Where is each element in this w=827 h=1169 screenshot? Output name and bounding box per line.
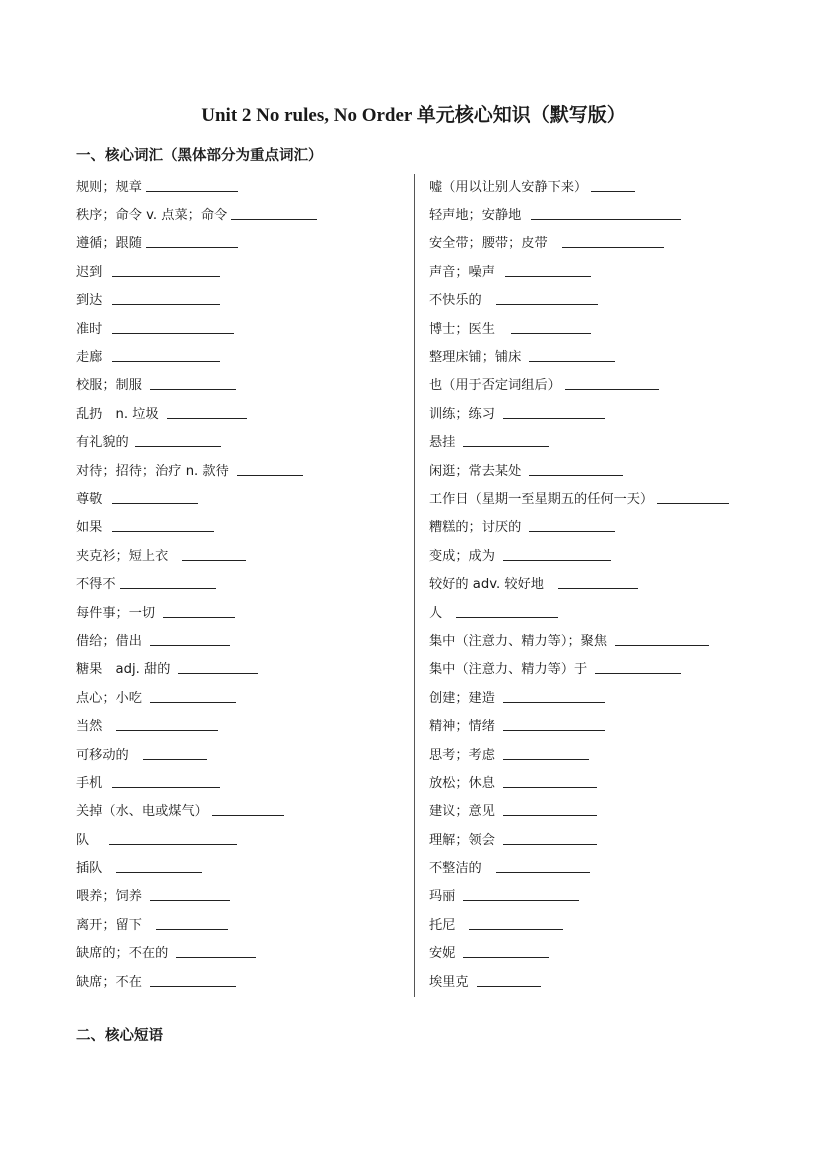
page-title: Unit 2 No rules, No Order 单元核心知识（默写版） [201,105,626,126]
answer-blank[interactable] [178,661,258,674]
vocab-item [76,625,406,653]
vocab-label: 安全带；腰带；皮带 [429,236,548,252]
vocab-item [429,540,769,568]
vocab-item [76,483,406,511]
vocab-item [429,427,769,455]
vocab-label: 闲逛；常去某处 [429,463,522,479]
answer-blank[interactable] [595,661,681,674]
vocab-label: 较好的 adv. 较好地 [429,577,544,593]
vocab-item [76,370,406,398]
answer-blank[interactable] [503,718,605,731]
answer-blank[interactable] [558,576,638,589]
vocab-item [76,710,406,738]
vocab-label: 托尼 [429,917,456,933]
answer-blank[interactable] [143,747,207,760]
vocab-label: 轻声地；安静地 [429,208,522,224]
vocab-label: 插队 [76,861,103,877]
vocab-item [429,710,769,738]
vocab-item [76,852,406,880]
vocab-label: 可移动的 [76,747,129,763]
vocab-item [429,313,769,341]
answer-blank[interactable] [112,264,220,277]
vocab-label: 整理床铺；铺床 [429,350,522,366]
answer-blank[interactable] [146,179,238,192]
vocab-label: 如果 [76,520,103,536]
vocab-label: 博士；医生 [429,321,495,337]
answer-blank[interactable] [463,888,579,901]
vocab-label: 训练；练习 [429,406,495,422]
answer-blank[interactable] [163,605,235,618]
answer-blank[interactable] [591,179,635,192]
vocab-item [76,256,406,284]
vocab-label: 尊敬 [76,491,103,507]
vocab-label: 玛丽 [429,889,456,905]
vocab-item [429,370,769,398]
vocab-label: 人 [429,605,443,621]
vocab-label: 队 [76,832,90,848]
answer-blank[interactable] [116,718,218,731]
vocab-item [429,455,769,483]
vocab-item [76,285,406,313]
vocab-label: 理解；领会 [429,832,495,848]
answer-blank[interactable] [116,860,202,873]
vocab-item [76,654,406,682]
vocab-label: 手机 [76,775,103,791]
vocab-label: 缺席；不在 [76,974,142,990]
vocab-label: 喂养；饲养 [76,889,142,905]
vocab-item [76,540,406,568]
answer-blank[interactable] [212,803,284,816]
vocab-label: 声音；噪声 [429,264,495,280]
vocab-item [76,597,406,625]
vocab-label: 悬挂 [429,435,456,451]
answer-blank[interactable] [511,321,591,334]
answer-blank[interactable] [150,633,230,646]
vocab-label: 精神；情绪 [429,719,495,735]
answer-blank[interactable] [150,888,230,901]
vocab-label: 到达 [76,293,103,309]
answer-blank[interactable] [503,747,589,760]
vocab-item [429,512,769,540]
vocab-item [429,682,769,710]
vocab-label: 集中（注意力、精力等）于 [429,662,588,678]
vocab-item [429,285,769,313]
vocab-item [429,654,769,682]
answer-blank[interactable] [135,434,221,447]
vocab-item [76,938,406,966]
vocab-item [76,682,406,710]
answer-blank[interactable] [503,775,597,788]
answer-blank[interactable] [503,406,605,419]
vocab-item [76,881,406,909]
vocab-item [429,199,769,227]
vocab-label: 安妮 [429,946,456,962]
vocab-label: 遵循；跟随 [76,236,142,252]
vocab-item [429,938,769,966]
answer-blank[interactable] [112,519,214,532]
vocab-item [76,824,406,852]
answer-blank[interactable] [150,377,236,390]
answer-blank[interactable] [167,406,247,419]
vocab-item [76,199,406,227]
vocab-label: 缺席的；不在的 [76,946,169,962]
vocab-item [76,398,406,426]
vocab-item [429,568,769,596]
answer-blank[interactable] [112,775,220,788]
answer-blank[interactable] [503,690,605,703]
answer-blank[interactable] [176,945,256,958]
answer-blank[interactable] [503,803,597,816]
vocab-label: 不得不 [76,577,116,593]
vocab-item [429,824,769,852]
answer-blank[interactable] [182,548,246,561]
vocab-label: 当然 [76,719,103,735]
answer-blank[interactable] [562,235,664,248]
vocab-item [76,796,406,824]
answer-blank[interactable] [112,349,220,362]
vocab-item [429,767,769,795]
answer-blank[interactable] [109,832,237,845]
answer-blank[interactable] [529,463,623,476]
vocab-item [429,909,769,937]
answer-blank[interactable] [463,945,549,958]
vocab-label: 嘘（用以让别人安静下来） [429,179,588,195]
vocab-item [429,625,769,653]
answer-blank[interactable] [503,832,597,845]
vocab-label: 思考；考虑 [429,747,495,763]
vocab-item [76,313,406,341]
vocab-item [76,228,406,256]
answer-blank[interactable] [615,633,709,646]
vocab-item [76,455,406,483]
vocab-item [76,341,406,369]
answer-blank[interactable] [456,605,558,618]
vocab-item [429,256,769,284]
column-divider [414,174,415,997]
vocab-label: 借给；借出 [76,633,142,649]
vocab-label: 对待；招待；治疗 n. 款待 [76,463,229,479]
answer-blank[interactable] [503,548,611,561]
section-heading-phrases: 二、核心短语 [76,1028,163,1044]
vocabulary-column-right [429,171,769,994]
answer-blank[interactable] [237,463,303,476]
answer-blank[interactable] [505,264,591,277]
vocab-item [429,966,769,994]
vocab-item [429,881,769,909]
vocab-label: 走廊 [76,350,103,366]
vocab-item [76,739,406,767]
vocab-item [429,171,769,199]
vocab-item [429,341,769,369]
answer-blank[interactable] [477,974,541,987]
vocab-label: 点心；小吃 [76,690,142,706]
vocab-label: 关掉（水、电或煤气） [76,804,208,820]
vocab-item [76,512,406,540]
answer-blank[interactable] [529,349,615,362]
vocab-label: 规则；规章 [76,179,142,195]
vocab-label: 乱扔 n. 垃圾 [76,406,159,422]
vocab-label: 工作日（星期一至星期五的任何一天） [429,491,654,507]
vocab-item [429,852,769,880]
vocab-label: 不快乐的 [429,293,482,309]
vocab-item [76,909,406,937]
answer-blank[interactable] [156,917,228,930]
vocab-item [429,483,769,511]
vocab-item [429,398,769,426]
vocab-label: 不整洁的 [429,861,482,877]
vocab-label: 集中（注意力、精力等）；聚焦 [429,633,608,649]
vocab-label: 迟到 [76,264,103,280]
vocab-item [429,739,769,767]
vocab-item [76,966,406,994]
answer-blank[interactable] [529,519,615,532]
vocab-label: 变成；成为 [429,548,495,564]
answer-blank[interactable] [657,491,729,504]
vocab-label: 每件事；一切 [76,605,156,621]
vocab-item [76,767,406,795]
answer-blank[interactable] [112,491,198,504]
answer-blank[interactable] [120,576,216,589]
vocab-label: 放松；休息 [429,775,495,791]
vocab-item [429,228,769,256]
vocab-label: 糟糕的；讨厌的 [429,520,522,536]
answer-blank[interactable] [565,377,659,390]
vocabulary-column-left [76,171,406,994]
answer-blank[interactable] [469,917,563,930]
answer-blank[interactable] [112,292,220,305]
answer-blank[interactable] [496,292,598,305]
vocab-label: 埃里克 [429,974,469,990]
vocab-label: 校服；制服 [76,378,142,394]
answer-blank[interactable] [150,974,236,987]
section-heading-vocabulary: 一、核心词汇（黑体部分为重点词汇） [76,148,323,164]
vocab-label: 准时 [76,321,103,337]
vocab-label: 秩序；命令 v. 点菜；命令 [76,208,228,224]
answer-blank[interactable] [146,235,238,248]
vocab-label: 建议；意见 [429,804,495,820]
answer-blank[interactable] [150,690,236,703]
vocab-label: 也（用于否定词组后） [429,378,561,394]
vocab-item [429,597,769,625]
answer-blank[interactable] [463,434,549,447]
vocab-item [76,171,406,199]
answer-blank[interactable] [231,207,317,220]
answer-blank[interactable] [112,321,234,334]
vocab-label: 离开；留下 [76,917,142,933]
vocab-label: 有礼貌的 [76,435,129,451]
vocab-label: 糖果 adj. 甜的 [76,662,171,678]
vocab-label: 夹克衫；短上衣 [76,548,169,564]
answer-blank[interactable] [496,860,590,873]
vocab-item [76,568,406,596]
vocab-label: 创建；建造 [429,690,495,706]
vocab-item [429,796,769,824]
answer-blank[interactable] [531,207,681,220]
vocab-item [76,427,406,455]
